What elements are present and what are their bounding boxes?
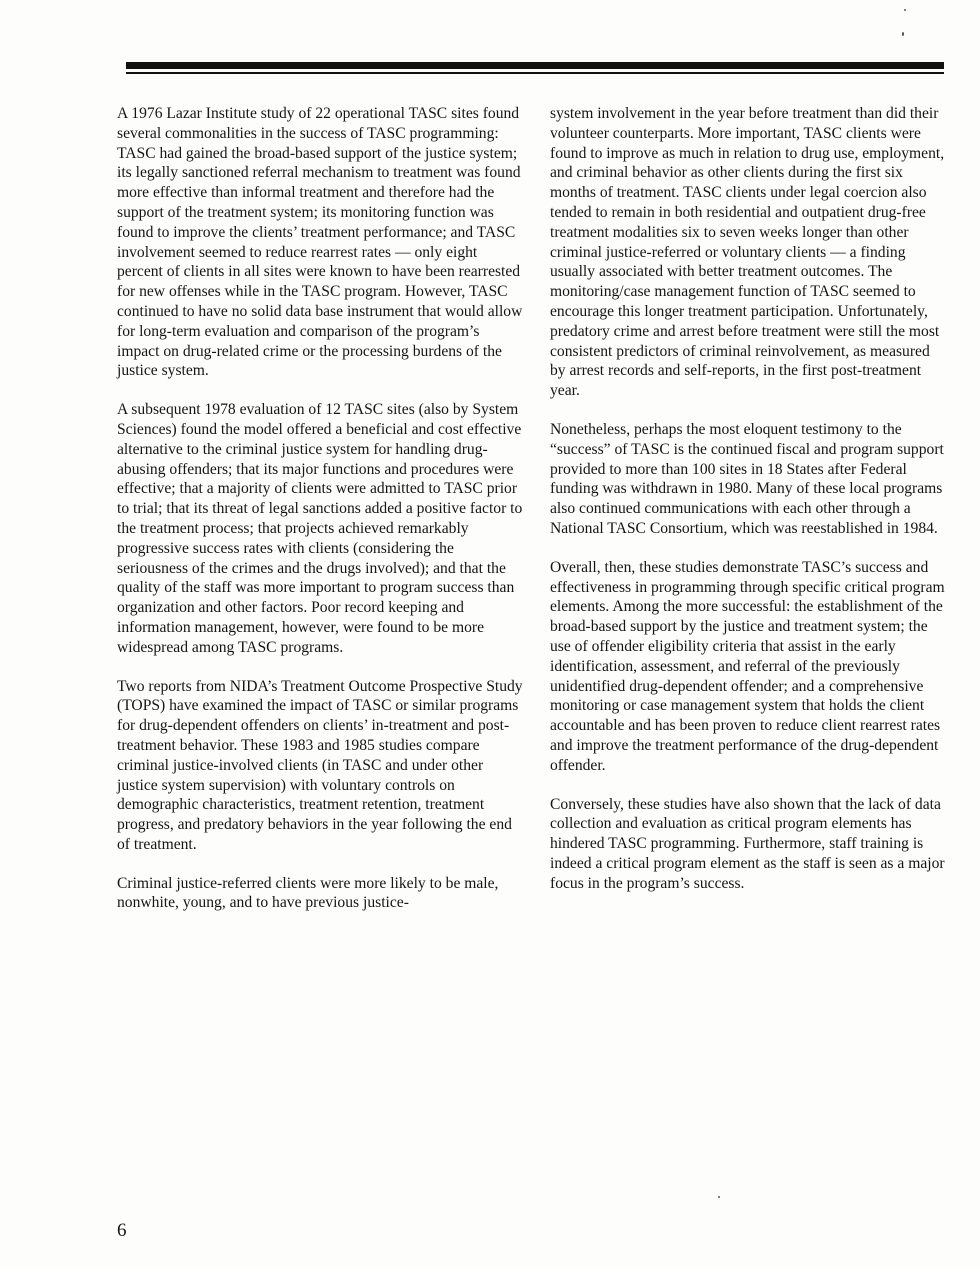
scan-speck xyxy=(904,9,906,11)
left-column xyxy=(117,104,525,932)
right-column xyxy=(550,104,946,912)
paragraph-nonetheless: Nonetheless, perhaps the most eloquent testimony to the “success” of TASC is the continued fiscal and program support provided to more than 100 sites in 18 States after Federal funding was withdrawn in 1980. Many of these local programs also continued communications with each other through a National TASC Consortium, which was reestablished in 1984. xyxy=(550,420,944,537)
paragraph-conversely: Conversely, these studies have also shown that the lack of data collection and evaluation as critical program elements has hindered TASC programming. Furthermore, staff training is indeed a critical program element as the staff is seen as a major focus in the program’s success. xyxy=(550,795,945,892)
paragraph-system-involvement: system involvement in the year before treatment than did their volunteer counterparts. More important, TASC clients were found to improve as much in relation to drug use, employment, and criminal behavior as other clients during the first six months of treatment. TASC clients under legal coercion also tended to remain in both residential and outpatient drug-free treatment modalities six to seven weeks longer than other criminal justice-referred or voluntary clients — a finding usually associated with better treatment outcomes. The monitoring/case management function of TASC seemed to encourage this longer treatment participation. Unfortunately, predatory crime and arrest before treatment were still the most consistent predictors of criminal reinvolvement, as measured by arrest records and self-reports, in the first post-treatment year. xyxy=(550,105,945,400)
paragraph-lazar-study: A 1976 Lazar Institute study of 22 operational TASC sites found several commonalities in the success of TASC programming: TASC had gained the broad-based support of the justice system; its legally sanctioned referral mechanism to treatment was found more effective than informal treatment and therefore had the support of the treatment system; its monitoring function was found to improve the clients’ treatment performance; and TASC involvement seemed to reduce rearrest rates — only eight percent of clients in all sites were known to have been rearrested for new offenses while in the TASC program. However, TASC continued to have no solid data base instrument that would allow for long-term evaluation and comparison of the program’s impact on drug-related crime or the processing burdens of the justice system. xyxy=(117,105,523,380)
scan-speck xyxy=(902,32,904,36)
paragraph-1978-evaluation: A subsequent 1978 evaluation of 12 TASC sites (also by System Sciences) found the model offered a beneficial and cost effective alternative to the criminal justice system for handling drug-abusing offenders; that its major functions and procedures were effective; that a majority of clients were admitted to TASC prior to trial; that its threat of legal sanctions added a positive factor to the treatment process; that projects achieved remarkably progressive success rates with clients (considering the seriousness of the crimes and the drugs involved); and that the quality of the staff was more important to program success than organization and other factors. Poor record keeping and information management, however, were found to be more widespread among TASC programs. xyxy=(117,401,523,656)
scan-speck xyxy=(718,1196,720,1198)
header-rule-thin xyxy=(126,72,944,74)
header-rule-thick xyxy=(126,62,944,69)
paragraph-tops-reports: Two reports from NIDA’s Treatment Outcome Prospective Study (TOPS) have examined the impact of TASC or similar programs for drug-dependent offenders on clients’ in-treatment and post-treatment behavior. These 1983 and 1985 studies compare criminal justice-involved clients (in TASC and under other justice system supervision) with voluntary controls on demographic characteristics, treatment retention, treatment progress, and predatory behaviors in the year following the end of treatment. xyxy=(117,677,523,853)
page-number: 6 xyxy=(117,1220,127,1241)
paragraph-overall: Overall, then, these studies demonstrate TASC’s success and effectiveness in programming through specific critical program elements. Among the more successful: the establishment of the broad-based support by the justice and treatment system; the use of offender eligibility criteria that assist in the early identification, assessment, and referral of the previously unidentified drug-dependent offender; and a comprehensive monitoring or case management system that holds the client accountable and has been proven to reduce client rearrest rates and improve the treatment performance of the drug-dependent offender. xyxy=(550,558,945,774)
paragraph-justice-referred-clients: Criminal justice-referred clients were more likely to be male, nonwhite, young, and to have previous justice- xyxy=(117,874,499,912)
